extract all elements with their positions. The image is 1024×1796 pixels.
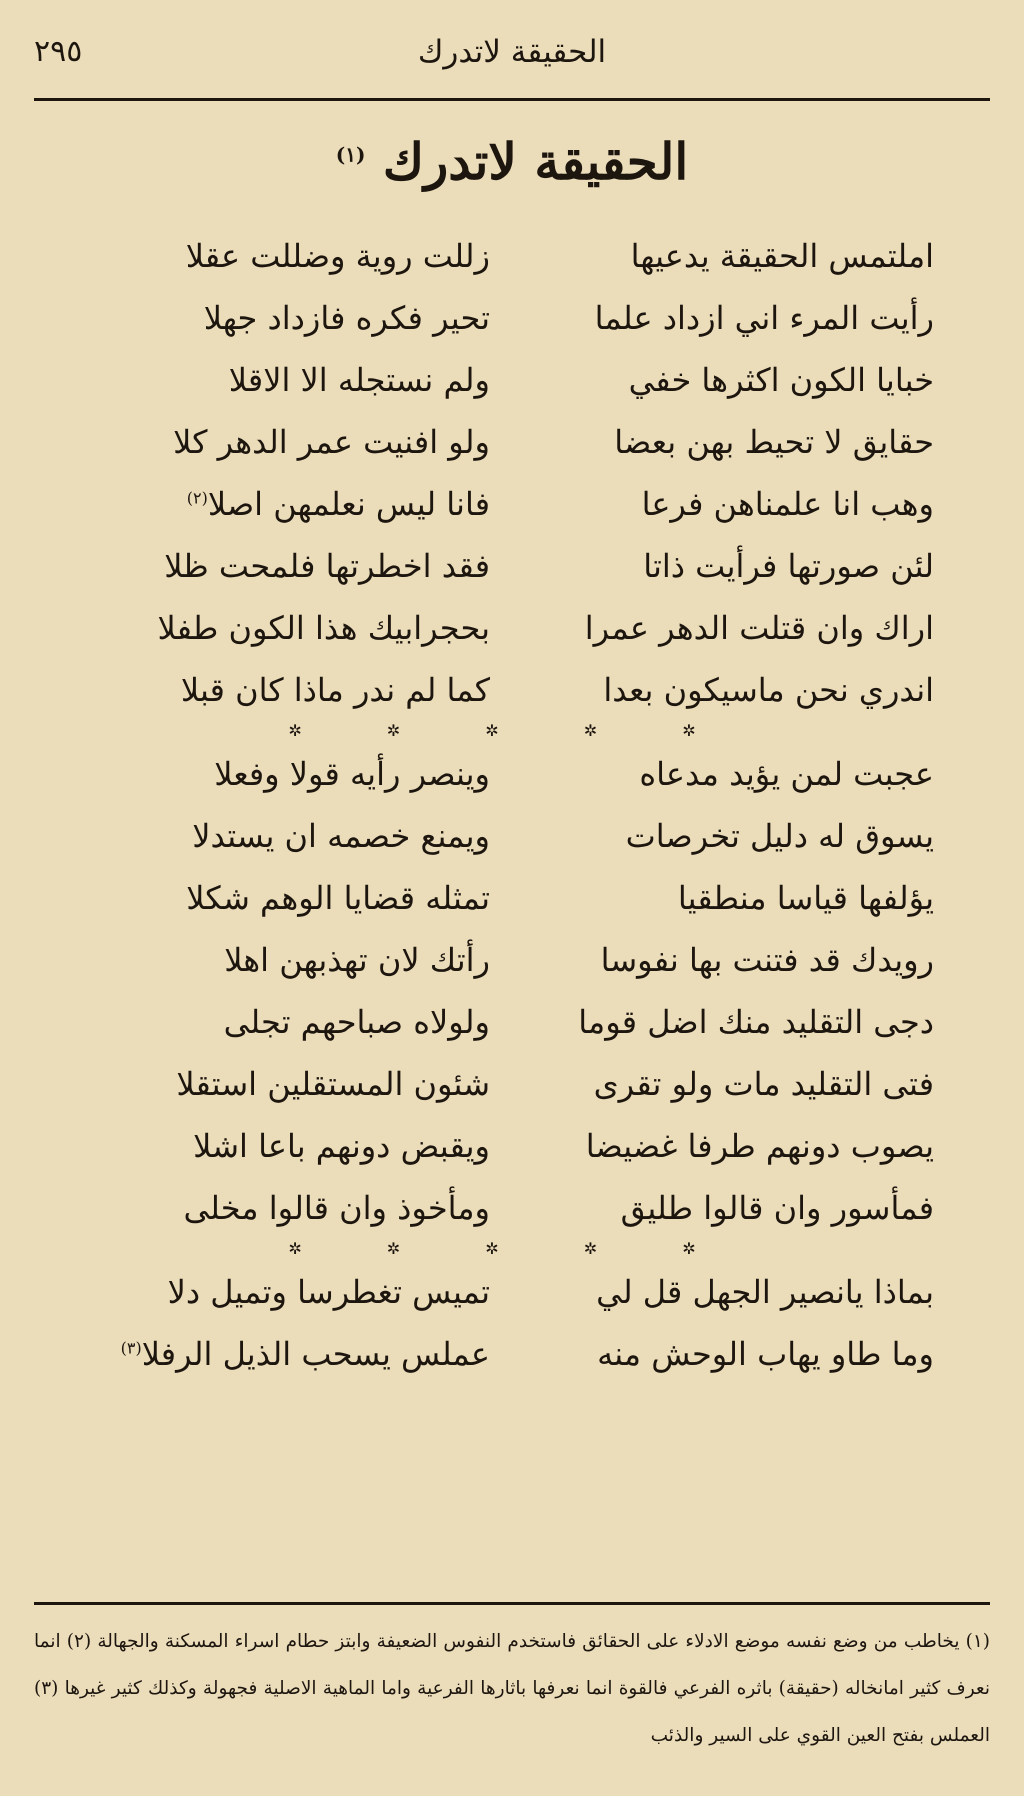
second-hemistich: تمثله قضايا الوهم شكلا	[186, 879, 490, 917]
first-hemistich: حقايق لا تحيط بهن بعضا	[614, 423, 934, 461]
first-hemistich: رويدك قد فتنت بها نفوسا	[600, 941, 934, 979]
second-hemistich: تميس تغطرسا وتميل دلا	[167, 1273, 490, 1311]
second-hemistich: ومأخوذ وان قالوا مخلى	[183, 1189, 490, 1227]
footnote-marker: (٢)	[186, 488, 208, 508]
footnote-rule	[34, 1602, 990, 1605]
verse-line	[90, 659, 934, 721]
verse-line	[90, 287, 934, 349]
first-hemistich: بماذا يانصير الجهل قل لي	[596, 1273, 934, 1311]
first-hemistich: رأيت المرء اني ازداد علما	[594, 299, 934, 337]
second-hemistich: كما لم ندر ماذا كان قبلا	[180, 671, 490, 709]
verse-line	[90, 1115, 934, 1177]
verse-line	[90, 225, 934, 287]
verse-line	[90, 473, 934, 535]
first-hemistich: املتمس الحقيقة يدعيها	[630, 237, 934, 275]
first-hemistich: دجى التقليد منك اضل قوما	[578, 1003, 934, 1041]
second-hemistich: تحير فكره فازداد جهلا	[203, 299, 490, 337]
first-hemistich: فمأسور وان قالوا طليق	[620, 1189, 934, 1227]
second-hemistich: فقد اخطرتها فلمحت ظلا	[164, 547, 490, 585]
first-hemistich: وما طاو يهاب الوحش منه	[597, 1335, 934, 1373]
first-hemistich: عجبت لمن يؤيد مدعاه	[639, 755, 934, 793]
second-hemistich: زللت روية وضللت عقلا	[185, 237, 490, 275]
verse-line	[90, 411, 934, 473]
second-hemistich: شئون المستقلين استقلا	[176, 1065, 490, 1103]
hemistich-text: فانا ليس نعلمهن اصلا	[207, 485, 490, 523]
second-hemistich: ولو افنيت عمر الدهر كلا	[173, 423, 490, 461]
verse-line	[90, 1053, 934, 1115]
first-hemistich: لئن صورتها فرأيت ذاتا	[643, 547, 934, 585]
second-hemistich: ويقبض دونهم باعا اشلا	[193, 1127, 490, 1165]
verse-line	[90, 867, 934, 929]
page-number: ٢٩٥	[34, 34, 83, 69]
first-hemistich: يؤلفها قياسا منطقيا	[677, 879, 934, 917]
second-hemistich	[90, 485, 490, 523]
verse-line	[90, 743, 934, 805]
first-hemistich: وهب انا علمناهن فرعا	[641, 485, 934, 523]
verse-line	[90, 1261, 934, 1323]
second-hemistich: بحجرابيك هذا الكون طفلا	[157, 609, 490, 647]
verse-line	[90, 1177, 934, 1239]
star-separator: ✲ ✲ ✲ ✲ ✲	[288, 1239, 736, 1258]
poem-verses	[90, 225, 934, 1385]
second-hemistich: رأتك لان تهذبهن اهلا	[224, 941, 490, 979]
second-hemistich: ولولاه صباحهم تجلى	[223, 1003, 490, 1041]
first-hemistich: اندري نحن ماسيكون بعدا	[603, 671, 934, 709]
second-hemistich: ولم نستجله الا الاقلا	[228, 361, 490, 399]
first-hemistich: اراك وان قتلت الدهر عمرا	[584, 609, 934, 647]
poem-title	[0, 132, 1024, 191]
verse-line	[90, 991, 934, 1053]
verse-line	[90, 349, 934, 411]
first-hemistich: فتى التقليد مات ولو تقرى	[593, 1065, 934, 1103]
verse-line	[90, 805, 934, 867]
footnote-marker: (٣)	[120, 1338, 142, 1358]
footnote-marker: (١)	[335, 142, 366, 167]
poem-title-text: الحقيقة لاتدرك	[382, 132, 689, 191]
star-separator: ✲ ✲ ✲ ✲ ✲	[288, 721, 736, 740]
page-header	[34, 30, 990, 76]
footnotes: (١) يخاطب من وضع نفسه موضع الادلاء على الحقائق فاستخدم النفوس الضعيفة وابتز حطام اسراء المسكنة والجهالة (٢) انما نعرف كثير امانخاله (حقيقة) باثره الفرعي فالقوة انما نعرفها باثارها الفرعية واما الماهية الاصلية فجهولة وكذلك كثير غيرها (٣) العملس بفتح العين القوي على السير والذئب	[34, 1631, 990, 1746]
running-title: الحقيقة لاتدرك	[417, 34, 607, 70]
verse-line	[90, 929, 934, 991]
header-rule	[34, 98, 990, 101]
verse-line	[90, 597, 934, 659]
second-hemistich	[90, 1335, 490, 1373]
second-hemistich: وينصر رأيه قولا وفعلا	[214, 755, 490, 793]
first-hemistich: يصوب دونهم طرفا غضيضا	[585, 1127, 934, 1165]
hemistich-text: عملس يسحب الذيل الرفلا	[141, 1335, 490, 1373]
second-hemistich: ويمنع خصمه ان يستدلا	[192, 817, 490, 855]
first-hemistich: خبايا الكون اكثرها خفي	[628, 361, 934, 399]
verse-line	[90, 1323, 934, 1385]
verse-line	[90, 535, 934, 597]
first-hemistich: يسوق له دليل تخرصات	[625, 817, 934, 855]
